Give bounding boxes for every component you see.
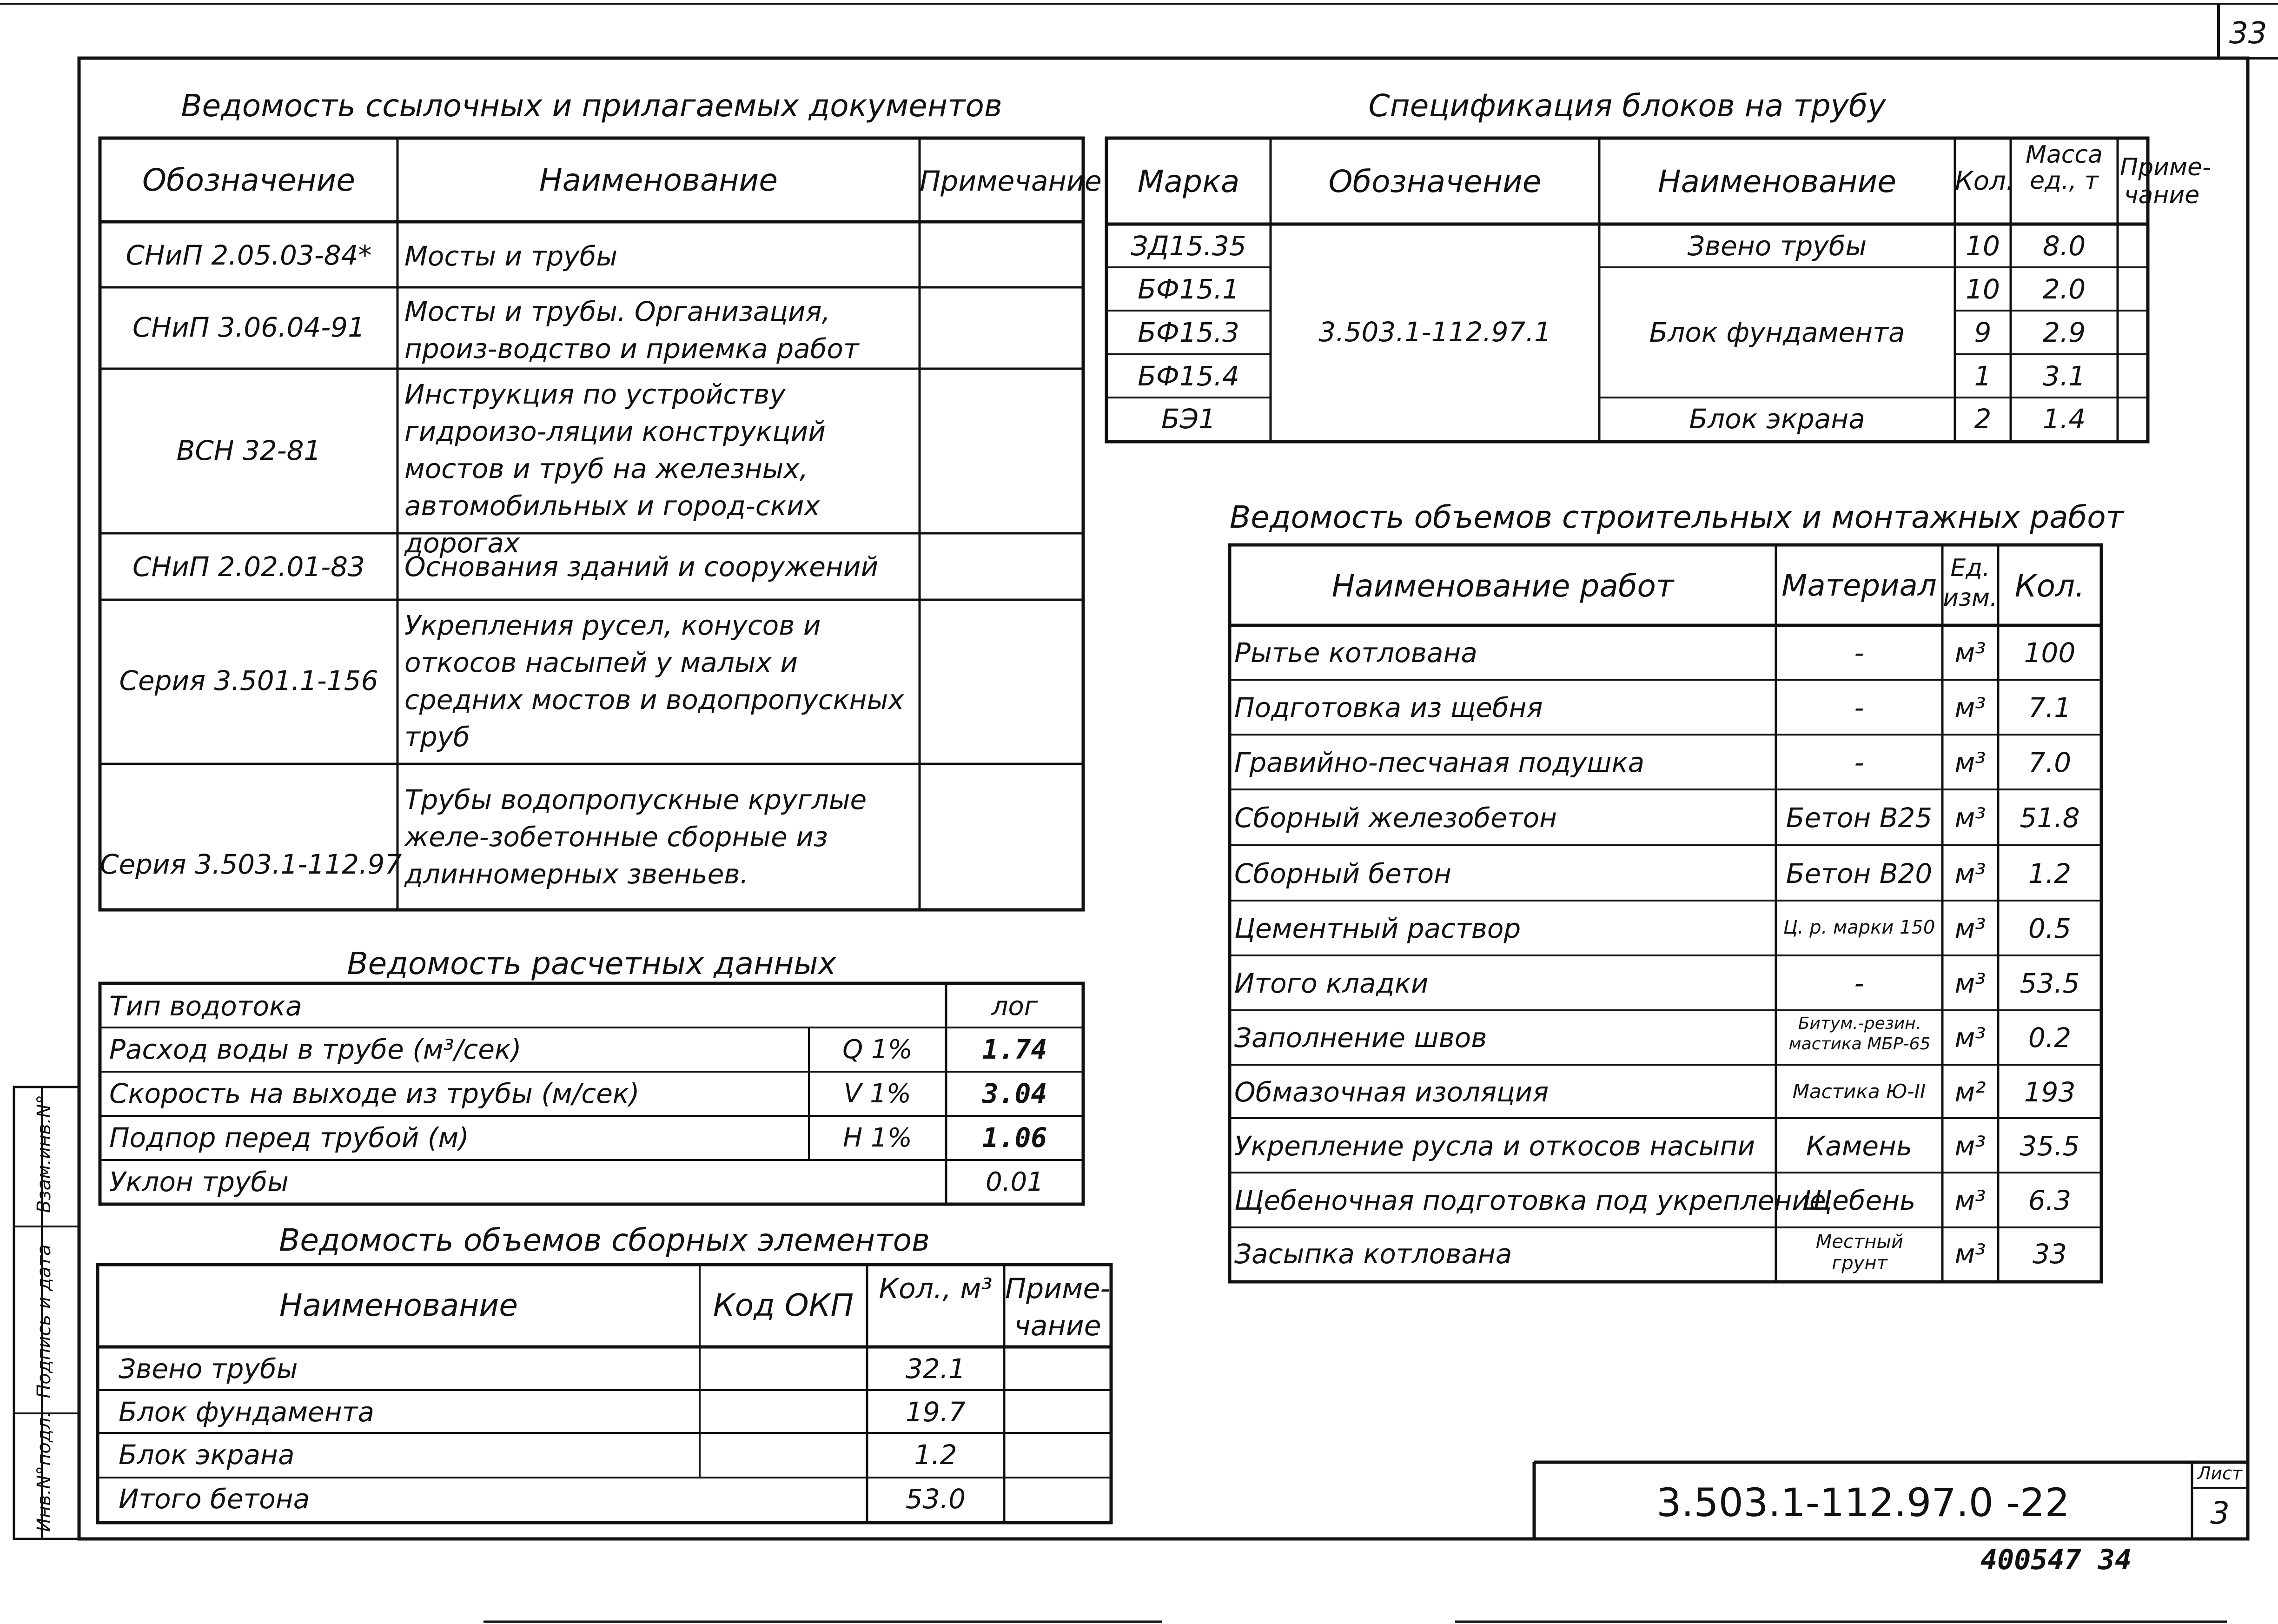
documents-row-name: Трубы водопропускные круглые желе-зобетонные сборные из длинномерных звеньев. xyxy=(404,784,867,890)
works-row-material: - xyxy=(1854,637,1864,669)
works-row-qty: 1.2 xyxy=(2028,858,2072,889)
works-row-name: Сборный бетон xyxy=(1234,858,1452,889)
works-header-unit: Ед. изм. xyxy=(1943,554,1998,612)
works-row-name: Заполнение швов xyxy=(1234,1022,1487,1054)
block-spec-mass: 2.0 xyxy=(2042,273,2086,305)
works-row-unit: м³ xyxy=(1954,802,1986,834)
block-spec-header-qty: Кол. xyxy=(1955,166,2014,196)
design-data-label: Скорость на выходе из трубы (м/сек) xyxy=(109,1078,640,1109)
sheet-label: Лист xyxy=(2197,1463,2243,1484)
works-row-unit: м³ xyxy=(1954,1238,1986,1270)
documents-header-code: Обозначение xyxy=(142,162,355,198)
documents-row-name: Основания зданий и сооружений xyxy=(404,551,879,583)
design-data-label: Уклон трубы xyxy=(109,1166,289,1198)
block-spec-header-name: Наименование xyxy=(1658,164,1896,199)
works-row-name: Щебеночная подготовка под укрепление xyxy=(1234,1185,1826,1216)
block-spec-title: Спецификация блоков на трубу xyxy=(1368,88,1886,124)
works-row-qty: 0.5 xyxy=(2028,913,2072,944)
works-row-unit: м² xyxy=(1954,1076,1986,1108)
precast-row-qty: 32.1 xyxy=(905,1353,966,1385)
works-table-title: Ведомость объемов строительных и монтажных работ xyxy=(1230,499,2124,535)
documents-row-name: Мосты и трубы xyxy=(404,240,618,272)
documents-row-code: ВСН 32-81 xyxy=(176,435,321,466)
block-spec-header-note: Приме-чание xyxy=(2120,153,2211,209)
design-data-title: Ведомость расчетных данных xyxy=(347,946,836,981)
block-spec-header-mark: Марка xyxy=(1137,164,1240,199)
works-row-unit: м³ xyxy=(1954,637,1986,669)
works-row-qty: 51.8 xyxy=(2020,802,2080,834)
works-row-unit: м³ xyxy=(1954,1185,1986,1216)
documents-table-title: Ведомость ссылочных и прилагаемых документов xyxy=(181,88,1002,124)
works-row-unit: м³ xyxy=(1954,968,1986,999)
works-row-material: Камень xyxy=(1806,1130,1913,1162)
works-row-name: Обмазочная изоляция xyxy=(1234,1076,1549,1108)
block-spec-name: Блок фундамента xyxy=(1649,317,1905,348)
documents-header-note: Примечание xyxy=(920,165,1102,198)
design-data-label: Расход воды в трубе (м³/сек) xyxy=(109,1034,522,1065)
works-row-name: Подготовка из щебня xyxy=(1234,692,1543,723)
precast-table-title: Ведомость объемов сборных элементов xyxy=(279,1222,930,1258)
block-spec-mark: БФ15.1 xyxy=(1138,273,1239,305)
works-row-qty: 33 xyxy=(2033,1238,2067,1270)
works-row-unit: м³ xyxy=(1954,692,1986,723)
block-spec-mark: БФ15.3 xyxy=(1138,317,1239,348)
design-data-label: Подпор перед трубой (м) xyxy=(109,1122,469,1153)
works-row-qty: 0.2 xyxy=(2028,1022,2072,1054)
documents-row-name: Укрепления русел, конусов и откосов насыпей у малых и средних мостов и водопропускных труб xyxy=(404,610,904,753)
works-row-material: - xyxy=(1854,692,1864,723)
block-spec-qty: 10 xyxy=(1966,230,2000,262)
documents-row-code: Серия 3.501.1-156 xyxy=(119,665,378,696)
works-row-qty: 7.1 xyxy=(2028,692,2072,723)
design-data-value: 1.06 xyxy=(982,1122,1047,1153)
works-row-name: Сборный железобетон xyxy=(1234,802,1557,834)
documents-row-code: СНиП 2.05.03-84* xyxy=(126,239,372,271)
design-data-param: Q 1% xyxy=(842,1034,913,1065)
works-row-qty: 53.5 xyxy=(2020,968,2080,999)
block-spec-mass: 2.9 xyxy=(2042,317,2086,348)
block-spec-qty: 10 xyxy=(1966,273,2000,305)
block-spec-qty: 1 xyxy=(1974,360,1992,392)
design-data-value: 1.74 xyxy=(982,1034,1047,1065)
block-spec-name: Блок экрана xyxy=(1689,403,1865,435)
block-spec-mass: 1.4 xyxy=(2042,403,2086,435)
precast-row-name: Блок фундамента xyxy=(119,1396,374,1428)
block-spec-qty: 2 xyxy=(1974,403,1992,435)
precast-row-name: Итого бетона xyxy=(119,1483,310,1515)
works-row-material: Мастика Ю-II xyxy=(1792,1080,1926,1103)
works-row-unit: м³ xyxy=(1954,858,1986,889)
block-spec-header-mass: Масса ед., т xyxy=(2026,141,2103,195)
block-spec-name: Звено трубы xyxy=(1687,230,1867,262)
works-row-unit: м³ xyxy=(1954,913,1986,944)
side-stamp-replaced-inventory: Взам.инв.N° xyxy=(33,1094,55,1213)
works-row-name: Гравийно-песчаная подушка xyxy=(1234,747,1645,778)
documents-row-code: СНиП 3.06.04-91 xyxy=(132,312,365,343)
block-spec-mark: БЭ1 xyxy=(1161,403,1216,435)
works-row-unit: м³ xyxy=(1954,747,1986,778)
design-data-label: Тип водотока xyxy=(109,990,302,1022)
precast-row-qty: 53.0 xyxy=(905,1483,966,1515)
precast-header-qty: Кол., м³ xyxy=(879,1273,993,1305)
works-row-material: Щебень xyxy=(1802,1185,1916,1216)
works-row-material: - xyxy=(1854,968,1864,999)
works-row-name: Итого кладки xyxy=(1234,968,1429,999)
works-row-name: Цементный раствор xyxy=(1234,913,1521,944)
side-stamp-signature-date: Подпись и дата xyxy=(33,1244,55,1399)
works-row-material: - xyxy=(1854,747,1864,778)
sheet-number: 3 xyxy=(2210,1495,2230,1531)
block-spec-qty: 9 xyxy=(1974,317,1992,348)
works-row-name: Укрепление русла и откосов насыпи xyxy=(1234,1130,1755,1162)
page-number: 33 xyxy=(2229,16,2267,51)
precast-row-qty: 19.7 xyxy=(905,1396,966,1428)
works-row-material: Местный грунт xyxy=(1815,1231,1904,1274)
handwritten-archive-number: 400547 34 xyxy=(1980,1544,2132,1576)
documents-row-code: СНиП 2.02.01-83 xyxy=(132,551,365,583)
works-row-material: Битум.-резин. мастика МБР-65 xyxy=(1788,1014,1931,1054)
design-data-param: V 1% xyxy=(844,1079,911,1109)
precast-row-qty: 1.2 xyxy=(914,1439,957,1471)
works-row-unit: м³ xyxy=(1954,1022,1986,1054)
documents-row-name: Мосты и трубы. Организация, произ-водство и приемка работ xyxy=(404,296,859,365)
block-spec-mark: БФ15.4 xyxy=(1138,360,1239,392)
block-spec-mark: ЗД15.35 xyxy=(1131,230,1246,262)
works-header-qty: Кол. xyxy=(2014,568,2085,604)
precast-row-name: Звено трубы xyxy=(119,1353,298,1385)
precast-header-name: Наименование xyxy=(279,1287,518,1323)
works-row-qty: 7.0 xyxy=(2028,747,2072,778)
design-data-value: 3.04 xyxy=(982,1078,1047,1109)
drawing-designation: 3.503.1-112.97.0 -22 xyxy=(1656,1480,2070,1525)
precast-header-note: Приме-чание xyxy=(1005,1273,1111,1342)
works-row-name: Рытье котлована xyxy=(1234,637,1477,669)
precast-row-name: Блок экрана xyxy=(119,1439,295,1471)
design-data-value: лог xyxy=(991,991,1038,1021)
design-data-value: 0.01 xyxy=(986,1167,1044,1197)
block-spec-mass: 3.1 xyxy=(2042,360,2086,392)
works-row-qty: 6.3 xyxy=(2028,1185,2072,1216)
works-row-unit: м³ xyxy=(1954,1130,1986,1162)
precast-header-code: Код ОКП xyxy=(713,1287,854,1323)
works-row-material: Ц. р. марки 150 xyxy=(1783,917,1935,938)
side-stamp-original-inventory: Инв.N°подл. xyxy=(33,1412,55,1532)
works-header-work: Наименование работ xyxy=(1331,568,1674,604)
block-spec-header-designation: Обозначение xyxy=(1328,164,1542,199)
works-row-name: Засыпка котлована xyxy=(1234,1238,1512,1270)
works-row-material: Бетон В20 xyxy=(1786,858,1933,889)
works-row-qty: 35.5 xyxy=(2020,1130,2080,1162)
works-row-material: Бетон В25 xyxy=(1786,802,1933,834)
documents-row-name: Инструкция по устройству гидроизо-ляции конструкций мостов и труб на железных, автомобильных и город-ских дорогах xyxy=(404,378,826,559)
block-spec-designation: 3.503.1-112.97.1 xyxy=(1318,316,1551,348)
works-header-material: Материал xyxy=(1781,569,1937,603)
documents-row-code: Серия 3.503.1-112.97 xyxy=(100,848,402,880)
documents-header-name: Наименование xyxy=(539,162,778,198)
works-row-qty: 100 xyxy=(2024,637,2076,669)
block-spec-mass: 8.0 xyxy=(2042,230,2086,262)
works-row-qty: 193 xyxy=(2024,1076,2076,1108)
design-data-param: H 1% xyxy=(843,1123,912,1153)
